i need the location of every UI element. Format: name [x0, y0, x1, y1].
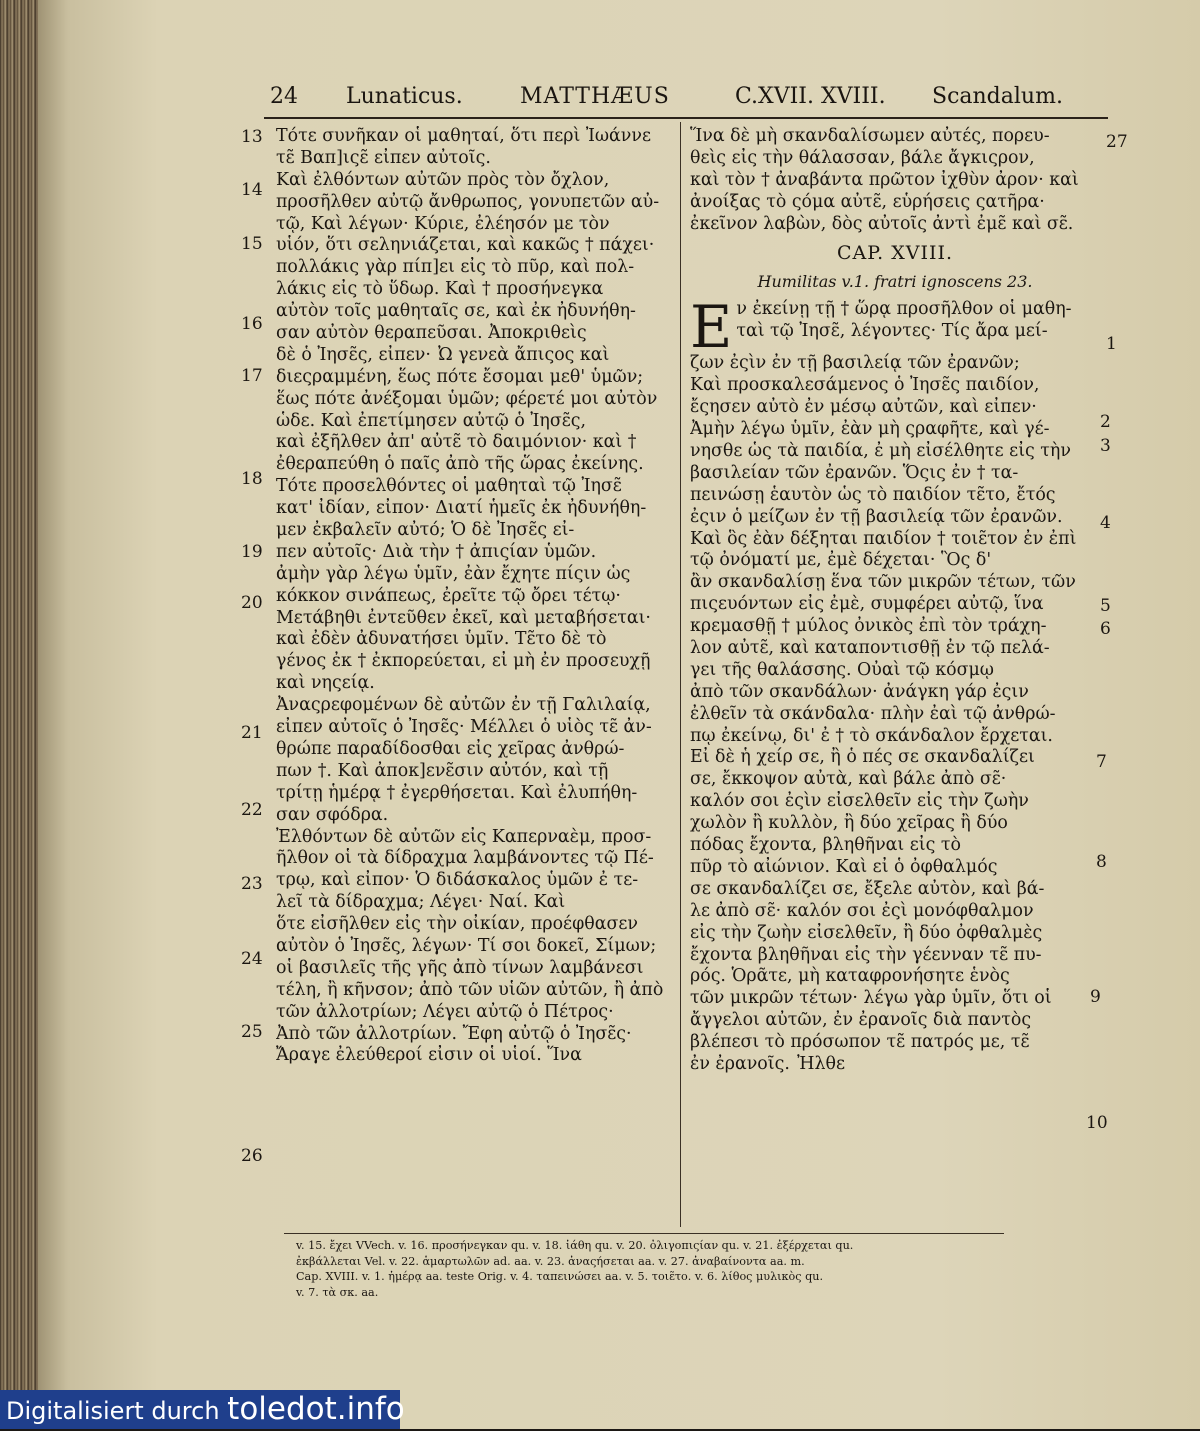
page-number: 24 [270, 84, 298, 109]
text-line: ὧδε. Καὶ ἐπετίμησεν αὐτῷ ὁ Ἰησε̃ς, [276, 410, 586, 431]
text-line: πῦρ τὸ αἰώνιον. Καὶ εἰ ὁ ὀφθαλμός [690, 856, 998, 877]
text-line: λάκις εἰς τὸ ὕδωρ. Καὶ † προσήνεγκα [276, 279, 604, 300]
text-line: θρώπε παραδίδοσθαι εἰς χεῖρας ἀνθρώ- [276, 738, 625, 759]
text-line: πεν αὐτοῖς· Διὰ τὴν † ἀπιςίαν ὑμῶν. [276, 541, 597, 562]
text-line: σε σκανδαλίζει σε, ἔξελε αὐτὸν, καὶ βά- [690, 878, 1045, 899]
text-line: ἐςιν ὁ μείζων ἐν τῇ βασιλείᾳ τῶν ἐρανῶν. [690, 506, 1063, 527]
text-line: ἐλθεῖν τὰ σκάνδαλα· πλὴν ἐαὶ τῷ ἀνθρώ- [690, 703, 1056, 724]
verse-number: 6 [1100, 619, 1111, 639]
chapter-summary: Humilitas v.1. fratri ignoscens 23. [757, 272, 1033, 292]
text-line: ν ἐκείνῃ τῇ † ὥρᾳ προσῆλθον οἱ μαθη- [736, 299, 1072, 320]
text-line: κρεμασθῇ † μύλος ὀνικὸς ἐπὶ τὸν τράχη- [690, 616, 1047, 637]
text-line: ἐθεραπεύθη ὁ παῖς ἀπὸ τῆς ὥρας ἐκείνης. [276, 454, 644, 475]
verse-number: 2 [1100, 412, 1111, 432]
text-line: κόκκον σινάπεως, ἐρεῖτε τῷ ὄρει τέτῳ· [276, 585, 621, 606]
verse-number: 17 [241, 366, 263, 386]
text-line: λεῖ τὰ δίδραχμα; Λέγει· Ναί. Καὶ [276, 892, 566, 913]
text-line: προσῆλθεν αὐτῷ ἄνθρωπος, γονυπετῶν αὐ- [276, 191, 660, 212]
text-line: πολλάκις γὰρ πίπ]ει εἰς τὸ πῦρ, καὶ πολ- [276, 257, 635, 278]
verse-number: 1 [1106, 334, 1117, 354]
digitization-banner[interactable] [0, 1390, 405, 1429]
text-line: καλόν σοι ἐςὶν εἰσελθεῖν εἰς τὴν ζωὴν [690, 791, 1029, 812]
banner-prefix: Digitalisiert durch [6, 1397, 228, 1425]
text-line: υἱόν, ὅτι σεληνιάζεται, καὶ κακῶς † πάχει· [276, 235, 655, 256]
text-line: ἐκεῖνον λαβὼν, δὸς αὐτοῖς ἀντὶ ἐμε̃ καὶ σε̃. [690, 213, 1074, 234]
verse-number: 5 [1100, 596, 1111, 616]
text-line: Εἰ δὲ ἡ χείρ σε, ἢ ὁ πές σε σκανδαλίζει [690, 747, 1035, 768]
verse-number: 16 [241, 314, 263, 334]
text-line: Καὶ ἐλθόντων αὐτῶν πρὸς τὸν ὄχλον, [276, 169, 610, 190]
right-running-head: Scandalum. [932, 84, 1063, 109]
text-line: ἂν σκανδαλίσῃ ἕνα τῶν μικρῶν τέτων, τῶν [690, 572, 1076, 593]
text-line: γει τῆς θαλάσσης. Οὐαὶ τῷ κόσμῳ [690, 659, 994, 680]
text-line: Καὶ ὃς ἐὰν δέξηται παιδίον † τοιε̃τον ἐν ἐπὶ [690, 528, 1077, 549]
text-line: δὲ ὁ Ἰησε̃ς, εἶπεν· Ὦ γενεὰ ἄπιςος καὶ [276, 344, 610, 365]
text-line: νησθε ὡς τὰ παιδία, ἐ μὴ εἰσέλθητε εἰς τὴν [690, 441, 1071, 462]
text-line: λε ἀπὸ σε̃· καλόν σοι ἐςὶ μονόφθαλμον [690, 900, 1034, 921]
text-line: θεὶς εἰς τὴν θάλασσαν, βάλε ἄγκιςρον, [690, 147, 1035, 168]
text-line: ἄγγελοι αὐτῶν, ἐν ἐρανοῖς διὰ παντὸς [690, 1010, 1032, 1031]
text-line: πῳ ἐκείνῳ, δι' ἐ † τὸ σκάνδαλον ἔρχεται. [690, 725, 1053, 746]
text-line: τῷ ὀνόματί με, ἐμὲ δέχεται· Ὃς δ' [690, 550, 992, 571]
text-line: σαν σφόδρα. [276, 804, 389, 825]
verse-number: 20 [241, 593, 263, 613]
verse-number: 27 [1106, 132, 1128, 152]
text-line: v. 15. ἔχει VVech. v. 16. προσήνεγκαν qu. v. 18. ἰάθη qu. v. 20. ὀλιγοπιςίαν qu. v. 21. ἐξέρχεται qu. [296, 1239, 854, 1252]
text-line: ὅτε εἰσῆλθεν εἰς τὴν οἰκίαν, προέφθασεν [276, 914, 638, 935]
drop-cap-initial: E [690, 293, 733, 362]
verse-number: 26 [241, 1146, 263, 1166]
verse-number: 3 [1100, 436, 1111, 456]
text-line: ἔςησεν αὐτὸ ἐν μέσῳ αὐτῶν, καὶ εἶπεν· [690, 397, 1037, 418]
text-line: καὶ ἐδὲν ἀδυνατήσει ὑμῖν. Τε̃το δὲ τὸ [276, 629, 607, 650]
text-line: οἱ βασιλεῖς τῆς γῆς ἀπὸ τίνων λαμβάνεσι [276, 957, 644, 978]
verse-number: 14 [241, 180, 263, 200]
verse-number: 13 [241, 127, 263, 147]
text-line: γένος ἐκ † ἐκπορεύεται, εἰ μὴ ἐν προσευχῇ [276, 651, 651, 672]
text-line: ἀνοίξας τὸ ςόμα αὐτε̃, εὑρήσεις ςατῆρα· [690, 191, 1045, 212]
text-line: σε, ἔκκοψον αὐτὰ, καὶ βάλε ἀπὸ σε̃· [690, 769, 1007, 790]
text-line: πεινώσῃ ἑαυτὸν ὡς τὸ παιδίον τε̃το, ἔτός [690, 484, 1056, 505]
text-line: ἐν ἐρανοῖς. Ἦλθε [690, 1053, 845, 1074]
text-line: καὶ νηςείᾳ. [276, 673, 375, 694]
text-line: κατ' ἰδίαν, εἶπον· Διατί ἡμεῖς ἐκ ἠδυνήθη- [276, 498, 647, 519]
verse-number: 23 [241, 874, 263, 894]
text-line: ρός. Ὁρᾶτε, μὴ καταφρονήσητε ἑνὸς [690, 966, 1010, 987]
banner-site-link[interactable]: toledot.info [227, 1391, 405, 1427]
text-line: Ἐλθόντων δὲ αὐτῶν εἰς Καπερναὲμ, προσ- [276, 826, 652, 847]
text-line: ἐκβάλλεται Vel. v. 22. ἁμαρτωλῶν ad. aa. v. 23. ἀναςήσεται aa. v. 27. ἀναβαίνοντα aa. m. [296, 1254, 805, 1268]
text-line: αὐτὸν τοῖς μαθηταῖς σε, καὶ ἐκ ἠδυνήθη- [276, 301, 636, 322]
chapter-running-head: C.XVII. XVIII. [735, 84, 886, 109]
column-rule [680, 122, 681, 1227]
text-line: διεςραμμένη, ἕως πότε ἔσομαι μεθ' ὑμῶν; [276, 366, 644, 387]
verse-number: 25 [241, 1022, 263, 1042]
verse-number: 4 [1100, 513, 1111, 533]
text-line: βασιλείαν τῶν ἐρανῶν. Ὅςις ἐν † τα- [690, 462, 1019, 483]
text-line: Ἀναςρεφομένων δὲ αὐτῶν ἐν τῇ Γαλιλαίᾳ, [276, 695, 651, 716]
verse-number: 24 [241, 949, 263, 969]
text-line: ἔχοντα βληθῆναι εἰς τὴν γέενναν τε̃ πυ- [690, 944, 1042, 965]
text-line: Cap. XVIII. v. 1. ἡμέρᾳ aa. teste Orig. v. 4. ταπεινώσει aa. v. 5. τοιε̃το. v. 6. λίθος μυλικὸς qu. [296, 1270, 824, 1284]
text-line: ἕως πότε ἀνέξομαι ὑμῶν; φέρετέ μοι αὐτὸν [276, 388, 658, 409]
verse-number: 21 [241, 723, 263, 743]
header-rule [264, 117, 1108, 119]
footnote-rule [284, 1233, 1004, 1234]
chapter-heading: CAP. XVIII. [836, 242, 954, 265]
text-line: Ἀμὴν λέγω ὑμῖν, ἐὰν μὴ ςραφῆτε, καὶ γέ- [690, 419, 1050, 440]
book-page-edges [0, 0, 40, 1429]
text-line: Ἵνα δὲ μὴ σκανδαλίσωμεν αὐτές, πορευ- [690, 126, 1050, 146]
text-line: πων †. Καὶ ἀποκ]ενε̃σιν αὐτόν, καὶ τῇ [276, 760, 609, 781]
verse-number: 22 [241, 800, 263, 820]
text-line: εἰς τὴν ζωὴν εἰσελθεῖν, ἢ δύο ὀφθαλμὲς [690, 922, 1043, 943]
text-line: ῆλθον οἱ τὰ δίδραχμα λαμβάνοντες τῷ Πέ- [276, 848, 654, 869]
left-running-head: Lunaticus. [346, 84, 463, 109]
text-line: ταὶ τῷ Ἰησε̃, λέγοντες· Τίς ἄρα μεί- [736, 321, 1048, 342]
text-line: τε̃ Βαπ]ιςε̃ εἶπεν αὐτοῖς. [276, 147, 491, 168]
text-line: βλέπεσι τὸ πρόσωπον τε̃ πατρός με, τε̃ [690, 1032, 1030, 1053]
verse-number: 15 [241, 234, 263, 254]
text-line: τῶν μικρῶν τέτων· λέγω γὰρ ὑμῖν, ὅτι οἱ [690, 988, 1052, 1009]
text-line: χωλὸν ἢ κυλλὸν, ἢ δύο χεῖρας ἢ δύο [690, 813, 1008, 834]
verse-number: 19 [241, 542, 263, 562]
text-line: καὶ τὸν † ἀναβάντα πρῶτον ἰχθὺν ἆρον· καὶ [690, 169, 1079, 190]
text-line: ζων ἐςὶν ἐν τῇ βασιλείᾳ τῶν ἐρανῶν; [690, 353, 1020, 374]
text-line: εἶπεν αὐτοῖς ὁ Ἰησε̃ς· Μέλλει ὁ υἱὸς τε̃ ἀν- [276, 717, 652, 738]
text-line: τρίτῃ ἡμέρᾳ † ἐγερθήσεται. Καὶ ἐλυπήθη- [276, 782, 638, 803]
text-line: τῶν ἀλλοτρίων; Λέγει αὐτῷ ὁ Πέτρος· [276, 1001, 614, 1022]
text-line: τέλη, ἢ κῆνσον; ἀπὸ τῶν υἱῶν αὐτῶν, ἢ ἀπὸ [276, 979, 664, 1000]
text-line: v. 7. τὰ σκ. aa. [296, 1285, 379, 1299]
text-line: Καὶ προσκαλεσάμενος ὁ Ἰησε̃ς παιδίον, [690, 375, 1040, 396]
text-line: αὐτὸν ὁ Ἰησε̃ς, λέγων· Τί σοι δοκεῖ, Σίμων; [276, 935, 657, 956]
text-line: πόδας ἔχοντα, βληθῆναι εἰς τὸ [690, 835, 961, 856]
text-line: σαν αὐτὸν θεραπεῦσαι. Ἀποκριθεὶς [276, 323, 587, 344]
verse-number: 9 [1090, 987, 1101, 1007]
verse-number: 10 [1086, 1113, 1108, 1133]
text-line: τρῳ, καὶ εἶπον· Ὁ διδάσκαλος ὑμῶν ἐ τε- [276, 870, 639, 891]
text-line: Ἀπὸ τῶν ἀλλοτρίων. Ἔφη αὐτῷ ὁ Ἰησε̃ς· [276, 1023, 632, 1044]
text-line: μεν ἐκβαλεῖν αὐτό; Ὁ δὲ Ἰησε̃ς εἶ- [276, 520, 575, 541]
verse-number: 7 [1096, 752, 1107, 772]
center-running-head: MATTHÆUS [520, 84, 670, 109]
text-line: ἀμὴν γὰρ λέγω ὑμῖν, ἐὰν ἔχητε πίςιν ὡς [276, 563, 631, 584]
text-line: Τότε προσελθόντες οἱ μαθηταὶ τῷ Ἰησε̃ [276, 476, 622, 497]
footnotes [296, 1238, 853, 1300]
text-line: Μετάβηθι ἐντεῦθεν ἐκεῖ, καὶ μεταβήσεται· [276, 607, 651, 628]
left-column-text [276, 126, 674, 1067]
right-column-text [690, 126, 1100, 1076]
text-line: τῷ, Καὶ λέγων· Κύριε, ἐλέησόν με τὸν [276, 213, 610, 234]
text-line: ἀπὸ τῶν σκανδάλων· ἀνάγκη γάρ ἐςιν [690, 681, 1029, 702]
text-line: Τότε συνῆκαν οἱ μαθηταί, ὅτι περὶ Ἰωάννε [276, 126, 651, 146]
verse-number: 8 [1096, 852, 1107, 872]
text-line: Ἄραγε ἐλεύθεροί εἰσιν οἱ υἱοί. Ἵνα [276, 1045, 582, 1066]
verse-number: 18 [241, 469, 263, 489]
text-line: λον αὐτε̃, καὶ καταποντισθῇ ἐν τῷ πελά- [690, 638, 1050, 659]
text-line: πιςευόντων εἰς ἐμὲ, συμφέρει αὐτῷ, ἵνα [690, 594, 1044, 615]
text-line: καὶ ἐξῆλθεν ἀπ' αὐτε̃ τὸ δαιμόνιον· καὶ † [276, 432, 637, 453]
